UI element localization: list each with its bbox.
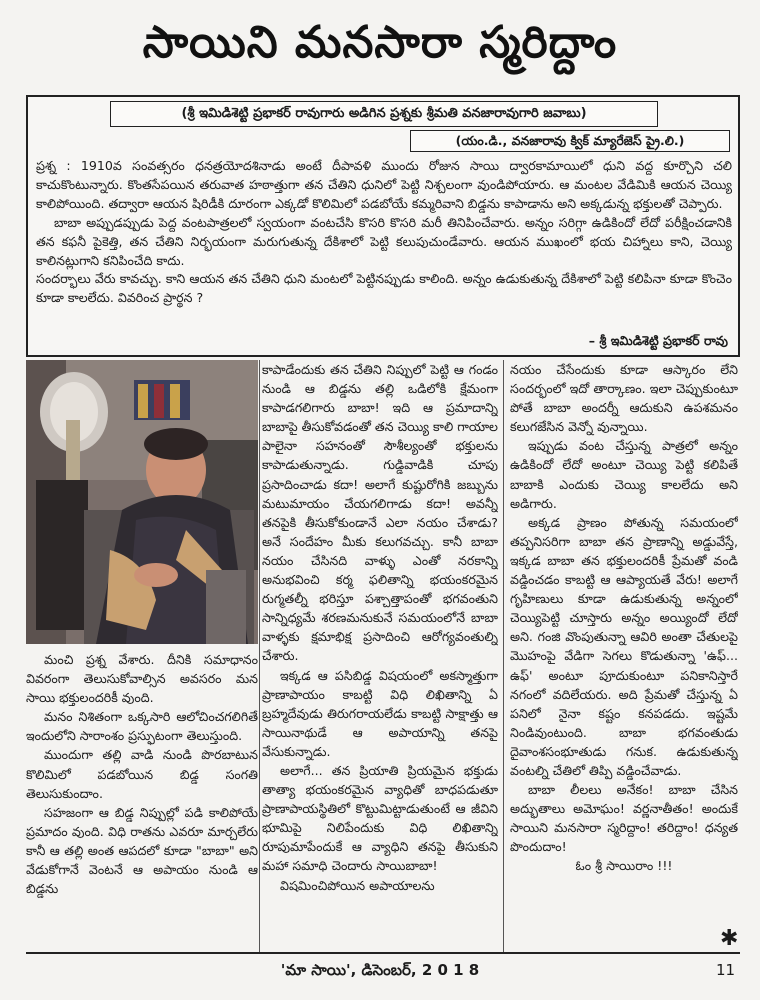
question-paragraph: ప్రశ్న : 1910వ సంవత్సరం ధనత్రయోదశినాడు అంటే దీపావళి ముందు రోజున సాయి ద్వారకామాయిలో ధుని వద్ద కూర్చొని చలి కాచుకొంటున్నారు. కొంతసేపయిన తరువాత హఠాత్తుగా తన చేతిని ధునిలో పెట్టి నిశ్చలంగా వుండిపోయారు. ఆ మంటల వేడిమికి ఆయన చెయ్యి కాలిపోయింది. తద్వారా ఆయన షిరిడీకి దూరంగా ఎక్కడో కొలిమిలో పడబోయే కమ్మరివాని బిడ్డను కాపాడాను అని అక్కడున్న భక్తులతో చెప్పారు. — [36, 158, 732, 211]
column-1-text — [26, 650, 258, 942]
question-paragraph: బాబా అప్పుడప్పుడు పెద్ద వంటపాత్రలలో స్వయంగా వంటచేసి కొసరి కొసరి మరీ తినిపించేవారు. అన్నం సరిగ్గా ఉడికిందో లేదో పరీక్షించడానికి తన కఫనీ పైకెత్తి, తన చేతిని నిర్భయంగా మరుగుతున్న దేకిశాలో పెట్టి కలుపుచుండేవారు. ఆయన ముఖంలో భయ చిహ్నాలు కాని, చెయ్యి కాలినట్లుగాని కనిపించేది కాదు. — [36, 214, 732, 268]
author-photo — [26, 360, 258, 644]
column-divider — [503, 360, 504, 952]
column-paragraph: మనం నిశితంగా ఒక్కసారి ఆలోచించగలిగితే ఇందులోని సారాంశం ప్రస్ఫుటంగా తెలుస్తుంది. — [26, 709, 258, 744]
asterisk-icon: ✱ — [720, 926, 739, 951]
author-photo-image — [26, 360, 258, 644]
question-signature: – శ్రీ ఇమిడిశెట్టి ప్రభాకర్ రావు — [588, 333, 728, 348]
column-paragraph: బాబా లీలలు అనేకం! బాబా చేసిన అద్భుతాలు అమోఘం! వర్ణనాతీతం! అందుకే సాయిని మనసారా స్మరిద్దాం! తరిద్దాం! ధన్యత పొందుదాం! — [510, 782, 738, 855]
column-divider — [259, 360, 260, 952]
column-paragraph: ముందుగా తల్లి వాడి నుండి పొరబాటున కొలిమిలో పడబోయిన బిడ్డ సంగతి తెలుసుకుందాం. — [26, 747, 258, 801]
column-paragraph: సహజంగా ఆ బిడ్డ నిప్పుల్లో పడి కాలిపోయే ప్రమాదం వుంది. విధి రాతను ఎవరూ మార్చలేరు కానీ ఆ తల్లి అంత ఆపదలో కూడా "బాబా" అని వేడుకోగానే వెంటనే ఆ అపాయం నుండి ఆ బిడ్డను — [26, 804, 258, 897]
column-3 — [510, 360, 738, 952]
column-paragraph: అక్కడ ప్రాణం పోతున్న సమయంలో తప్పనిసరిగా బాబా తన ప్రాణాన్ని అడ్డువేస్తే, ఇక్కడ బాబా తన భక్తులందరికీ ప్రేమతో వండి వడ్డించడం కాబట్టి ఆ ఆప్యాయతే వేరు! అలాగే గృహిణులు కూడా ఉడుకుతున్న అన్నంలో చెయ్యిపెట్టి చూస్తారు అన్నం అయ్యిందో లేదో అని. గంజి వొంపుతున్నా ఆవిరి అంతా చేతులపై మొహంపై వేడిగా సెగలు కొడుతున్నా 'ఉఫ్... ఉఫ్' అంటూ పూదుకుంటూ పనికానిస్తారే నగంలో వదిలేయరు. అది ప్రేమతో చేస్తున్న ఏ పనిలో నైనా కష్టం కనపడదు. ఇష్టమే నిండివుంటుంది. బాబా భగవంతుడు దైవాంశసంభూతుడు గనుక. ఉడుకుతున్న వంటల్ని చేతిలో తిప్పి వడ్డించేవాడు. — [510, 514, 738, 778]
column-paragraph: ఇక్కడ ఆ పసిబిడ్డ విషయంలో అకస్మాత్తుగా ప్రాణాపాయం కాబట్టి విధి లిఖితాన్ని ఏ బ్రహ్మదేవుడు తిరుగరాయలేడు కాబట్టి సాక్షాత్తు ఆ సాయినాథుడే ఆ అపాయాన్ని తనపై వేసుకున్నాడు. — [262, 667, 498, 759]
column-paragraph: విషమించిపోయిన అపాయాలను — [280, 877, 435, 893]
column-2 — [262, 360, 498, 952]
question-paragraph: సందర్భాలు వేరు కావచ్చు. కాని ఆయన తన చేతిని ధుని మంటలో పెట్టినప్పుడు కాలింది. అన్నం ఉడుకుతున్న దేకిశాలో పెట్టి కలిపినా కూడా కొంచెం కూడా కాలలేదు. వివరించ ప్రార్థన ? — [36, 271, 732, 306]
question-text — [36, 157, 732, 327]
question-box — [26, 95, 740, 357]
footer-magazine-name: 'మా సాయి', డిసెంబర్, 2 0 1 8 — [280, 961, 480, 979]
column-paragraph: అలాగే... తన ప్రియాతి ప్రియమైన భక్తుడు తాత్యా భయంకరమైన వ్యాధితో బాధపడుతూ ప్రాణాపాయస్థితిలో కొట్టుమిట్టాడుతుంటే ఆ జీవిని భూమిపై నిలిపేందుకు విధి లిఖితాన్ని రూపుమాపేందుకే ఆ వ్యాధిని తనపై తీసుకుని మహా సమాధి చెందారు సాయిబాబా! — [262, 762, 498, 874]
question-box-subheader: (యం.డి., వనజారావు క్విక్ మ్యారేజెస్ ప్రై.లి.) — [410, 130, 730, 152]
column-paragraph: మంచి ప్రశ్న వేశారు. దీనికి సమాధానం వివరంగా తెలుసుకోవాల్సిన అవసరం మన సాయి భక్తులందరికీ వుంది. — [26, 652, 258, 706]
column-paragraph: ఇప్పుడు వంట చేస్తున్న పాత్రలో అన్నం ఉడికిందో లేదో అంటూ చెయ్యి పెట్టి కలిపితే బాబాకి ఎందుకు చెయ్యి కాలలేదు అని అడిగారు. — [510, 438, 738, 511]
closing-line: ఓం శ్రీ సాయిరాం !!! — [575, 858, 673, 874]
column-paragraph: కాపాడేందుకు తన చేతిని నిప్పులో పెట్టి ఆ గండం నుండి ఆ బిడ్డను తల్లి ఒడిలోకి క్షేమంగా కాపాడగలిగారు బాబా! ఇది ఆ ప్రమాదాన్ని బాబాపై తీసుకోవడంతో తన చెయ్యి కాలి గాయాల పాలైనా సహనంతో సౌశీల్యంతో భక్తులను కాపాడుతున్నాడు. గుడ్డివాడికి చూపు ప్రసాదించాడు కదా! అలాగే కుష్టురోగికి జబ్బును మటుమాయం చేయగలిగాడు కదా! అవన్నీ తనపైకి తీసుకోకుండానే ఎలా నయం చేశాడు? అనే సందేహం మీకు కలుగవచ్చు. కానీ బాబా నయం చేసినది వాళ్ళు ఎంతో నరకాన్ని అనుభవించి కర్మ ఫలితాన్ని భయంకరమైన రుగ్మతల్నీ భరిస్తూ పశ్చాత్తాపంతో భగవంతుని సాన్నిధ్యమే శరణమనుకునే సమయంలోనే బాబా వాళ్ళకు క్షమాభిక్ష ప్రసాదించి ఆరోగ్యవంతుల్ని చేశారు. — [262, 362, 498, 664]
question-box-header: (శ్రీ ఇమిడిశెట్టి ప్రభాకర్ రావుగారు అడిగిన ప్రశ్నకు శ్రీమతి వనజారావుగారి జవాబు) — [110, 101, 658, 127]
footer-rule — [26, 952, 740, 954]
column-paragraph: నయం చేసేందుకు కూడా ఆస్కారం లేని సందర్భంలో ఇదో తార్కాణం. ఇలా చెప్పుకుంటూ పోతే బాబా అందర్నీ ఆదుకుని ఉపశమనం కలుగజేసిన వెన్నో వున్నాయి. — [510, 362, 738, 435]
page-title: సాయిని మనసారా స్మరిద్దాం — [142, 17, 618, 68]
page-number: 11 — [716, 961, 736, 979]
